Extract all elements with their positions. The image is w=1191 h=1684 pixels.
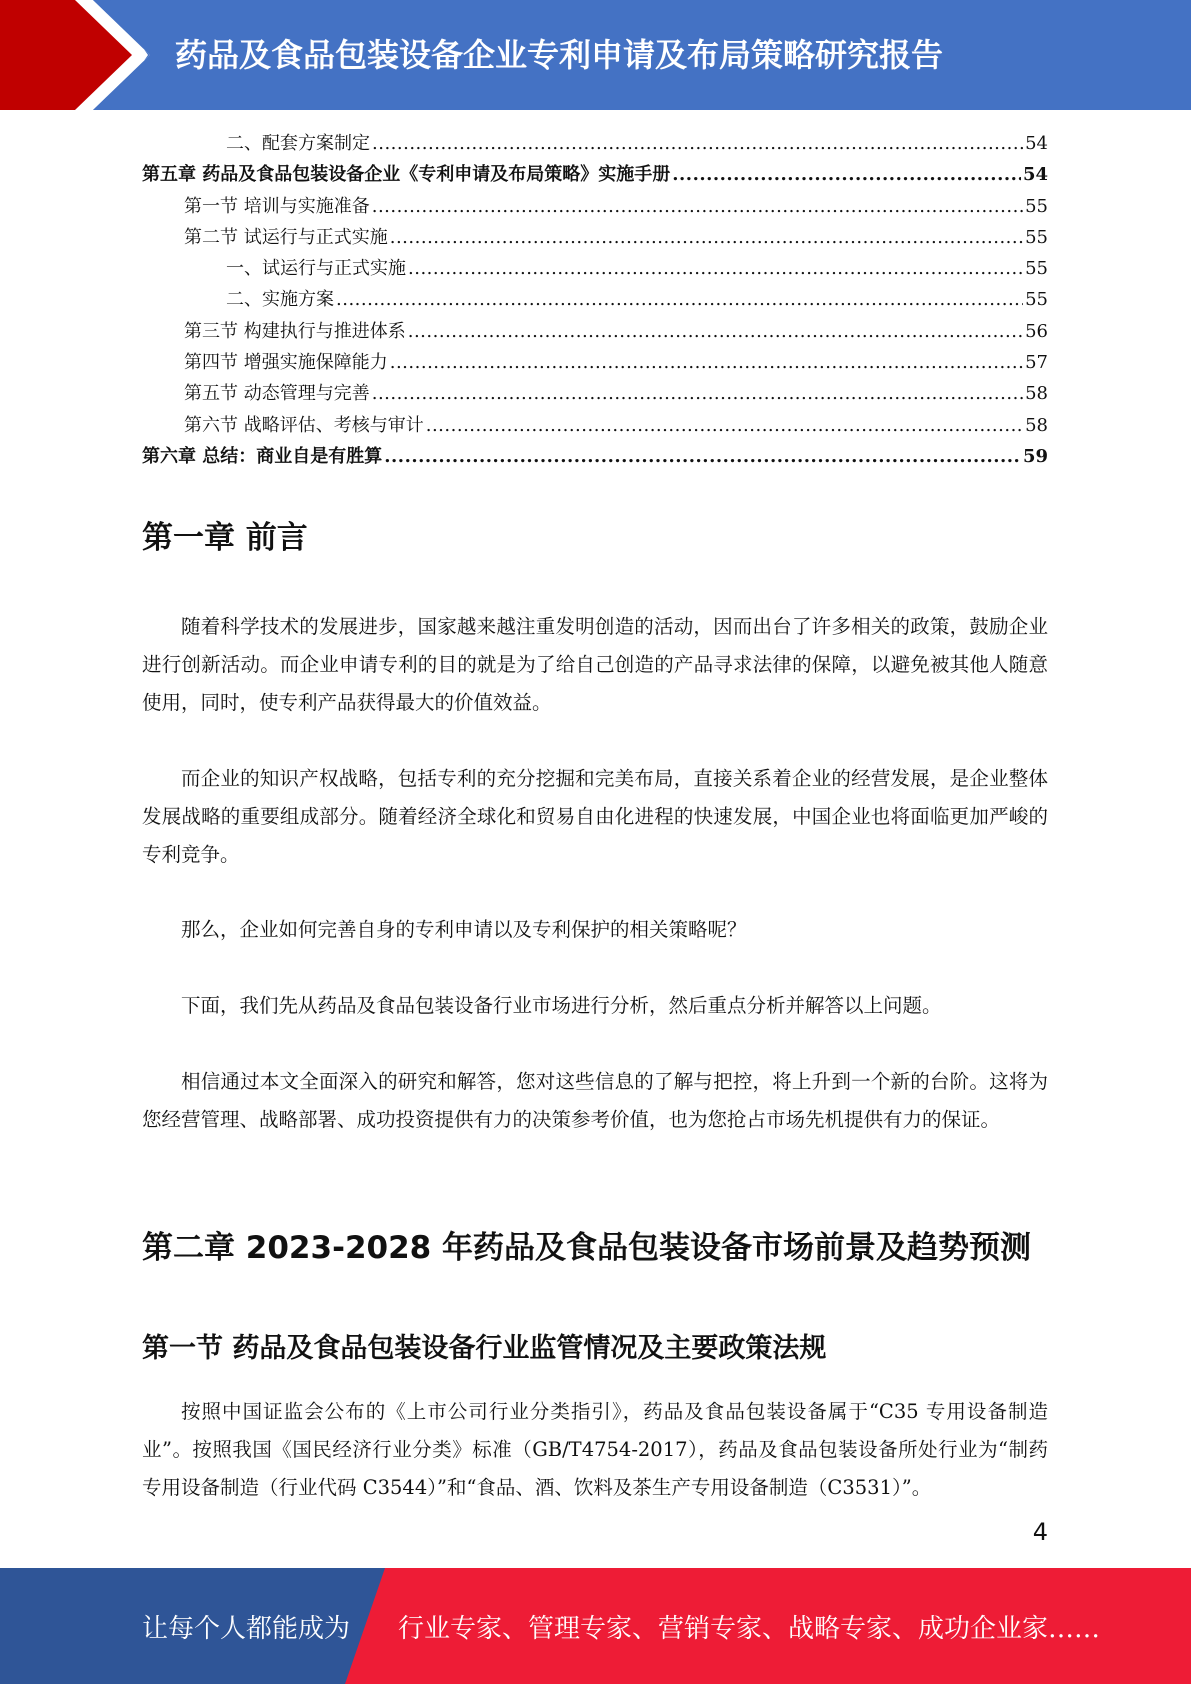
toc-entry-title: 第五章 药品及食品包装设备企业《专利申请及布局策略》实施手册	[142, 164, 671, 186]
toc-dot-leader	[672, 159, 1021, 190]
toc-entry-page: 57	[1025, 352, 1048, 374]
chapter-1-title: 第一章 前言	[142, 520, 308, 556]
toc-entry-page: 54	[1022, 164, 1048, 186]
toc-entry[interactable]	[142, 316, 1048, 347]
page-footer	[0, 1568, 1191, 1684]
section-1-title: 第一节 药品及食品包装设备行业监管情况及主要政策法规	[142, 1333, 827, 1364]
toc-entry[interactable]	[142, 347, 1048, 378]
toc-entry-page: 55	[1025, 289, 1048, 311]
page-header	[0, 0, 1191, 110]
toc-entry-page: 55	[1025, 226, 1048, 248]
toc-dot-leader	[390, 222, 1023, 253]
toc-entry[interactable]	[142, 222, 1048, 253]
footer-slogan-right: 行业专家、管理专家、营销专家、战略专家、成功企业家……	[398, 1614, 1101, 1644]
toc-entry-title: 第二节 试运行与正式实施	[184, 226, 388, 248]
footer-slogan-left: 让每个人都能成为	[142, 1614, 351, 1644]
toc-dot-leader	[408, 253, 1023, 284]
table-of-contents	[142, 128, 1048, 472]
toc-entry[interactable]	[142, 441, 1048, 472]
toc-entry[interactable]	[142, 128, 1048, 159]
toc-dot-leader	[372, 128, 1023, 159]
toc-dot-leader	[384, 441, 1021, 472]
toc-entry-title: 第三节 构建执行与推进体系	[184, 320, 406, 342]
toc-entry-title: 第六章 总结：商业自是有胜算	[142, 445, 383, 467]
toc-dot-leader	[408, 316, 1023, 347]
toc-entry[interactable]	[142, 253, 1048, 284]
toc-entry[interactable]	[142, 159, 1048, 190]
toc-entry-page: 58	[1025, 383, 1048, 405]
paragraph: 相信通过本文全面深入的研究和解答，您对这些信息的了解与把控，将上升到一个新的台阶。这将为您经营管理、战略部署、成功投资提供有力的决策参考价值，也为您抢占市场先机提供有力的保证。	[142, 1070, 1048, 1131]
toc-entry-title: 第六节 战略评估、考核与审计	[184, 414, 424, 436]
toc-entry-page: 56	[1025, 320, 1048, 342]
toc-dot-leader	[372, 191, 1023, 222]
toc-entry[interactable]	[142, 378, 1048, 409]
toc-entry-page: 55	[1025, 258, 1048, 280]
toc-entry-page: 54	[1025, 133, 1048, 154]
toc-entry-page: 58	[1025, 414, 1048, 436]
toc-entry-page: 55	[1025, 195, 1048, 217]
toc-entry-title: 二、配套方案制定	[226, 133, 370, 154]
toc-entry-title: 第一节 培训与实施准备	[184, 195, 370, 217]
toc-entry[interactable]	[142, 191, 1048, 222]
toc-entry-title: 一、试运行与正式实施	[226, 258, 406, 280]
paragraph: 下面，我们先从药品及食品包装设备行业市场进行分析，然后重点分析并解答以上问题。	[181, 994, 942, 1017]
chapter-2-title: 第二章 2023-2028 年药品及食品包装设备市场前景及趋势预测	[142, 1230, 1032, 1266]
toc-entry[interactable]	[142, 410, 1048, 441]
report-title: 药品及食品包装设备企业专利申请及布局策略研究报告	[175, 36, 944, 74]
page-number: 4	[1032, 1518, 1048, 1546]
toc-entry-title: 第五节 动态管理与完善	[184, 383, 370, 405]
paragraph: 按照中国证监会公布的《上市公司行业分类指引》，药品及食品包装设备属于“C35 专用设备制造业”。按照我国《国民经济行业分类》标准（GB/T4754-2017），药品及食品包装设备所处行业为“制药专用设备制造（行业代码 C3544）”和“食品、酒、饮料及茶生产专用设备制造（C3531）”。	[142, 1400, 1048, 1499]
paragraph: 随着科学技术的发展进步，国家越来越注重发明创造的活动，因而出台了许多相关的政策，鼓励企业进行创新活动。而企业申请专利的目的就是为了给自己创造的产品寻求法律的保障，以避免被其他人随意使用，同时，使专利产品获得最大的价值效益。	[142, 615, 1048, 714]
toc-dot-leader	[336, 284, 1023, 315]
toc-dot-leader	[426, 410, 1023, 441]
paragraph: 那么，企业如何完善自身的专利申请以及专利保护的相关策略呢？	[181, 918, 747, 941]
toc-entry-page: 59	[1022, 445, 1048, 467]
toc-entry[interactable]	[142, 284, 1048, 315]
toc-entry-title: 二、实施方案	[226, 289, 334, 311]
toc-entry-title: 第四节 增强实施保障能力	[184, 352, 388, 374]
toc-dot-leader	[372, 378, 1023, 409]
toc-dot-leader	[390, 347, 1023, 378]
paragraph: 而企业的知识产权战略，包括专利的充分挖掘和完美布局，直接关系着企业的经营发展，是企业整体发展战略的重要组成部分。随着经济全球化和贸易自由化进程的快速发展，中国企业也将面临更加严峻的专利竞争。	[142, 767, 1048, 866]
